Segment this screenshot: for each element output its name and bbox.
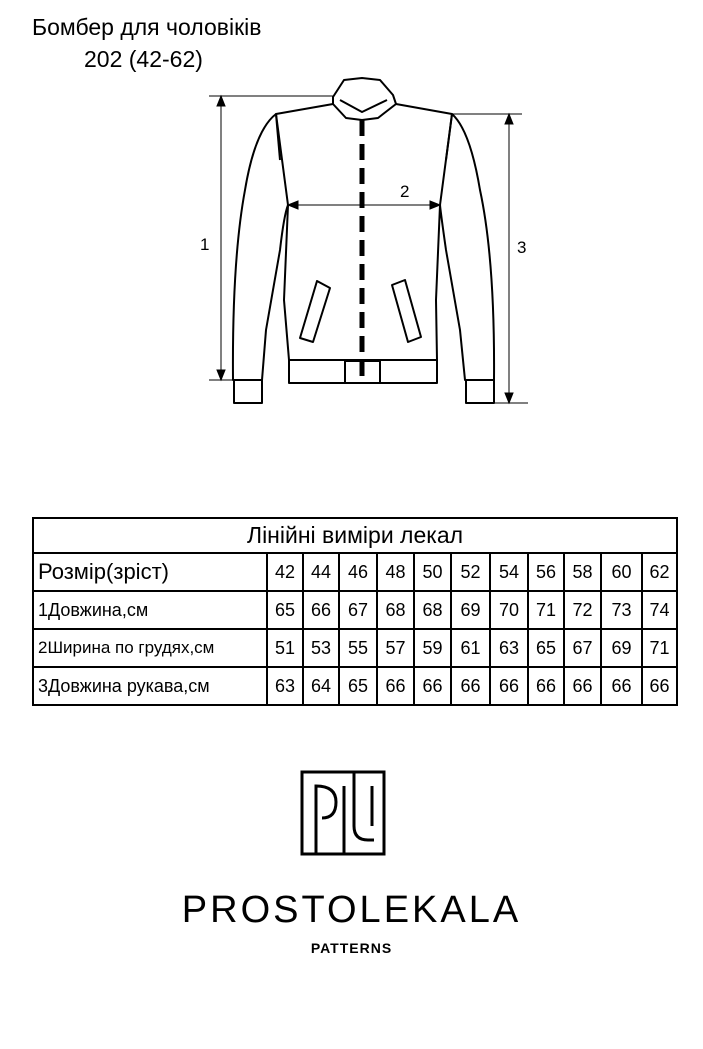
prostolekala-logo-mark-icon <box>296 766 390 860</box>
size-cell: 42 <box>267 553 303 591</box>
value-cell: 71 <box>528 591 564 629</box>
table-row-sleeve-length <box>33 667 677 705</box>
value-cell: 53 <box>303 629 339 667</box>
value-cell: 69 <box>451 591 490 629</box>
value-cell: 66 <box>564 667 601 705</box>
table-row-sizes <box>33 553 677 591</box>
size-cell: 56 <box>528 553 564 591</box>
page-title: Бомбер для чоловіків <box>32 14 262 40</box>
value-cell: 71 <box>642 629 677 667</box>
value-cell: 66 <box>601 667 642 705</box>
measure-label-3: 3 <box>517 238 527 257</box>
value-cell: 63 <box>490 629 528 667</box>
value-cell: 66 <box>642 667 677 705</box>
value-cell: 74 <box>642 591 677 629</box>
value-cell: 66 <box>377 667 414 705</box>
size-label: Розмір(зріст) <box>33 553 267 591</box>
size-cell: 50 <box>414 553 451 591</box>
measurements-table <box>32 517 678 706</box>
value-cell: 63 <box>267 667 303 705</box>
value-cell: 68 <box>377 591 414 629</box>
bomber-jacket-drawing-icon <box>0 0 703 430</box>
table-title: Лінійні виміри лекал <box>33 518 677 553</box>
value-cell: 68 <box>414 591 451 629</box>
value-cell: 61 <box>451 629 490 667</box>
row-label: 2Ширина по грудях,см <box>33 629 267 667</box>
size-cell: 48 <box>377 553 414 591</box>
value-cell: 64 <box>303 667 339 705</box>
value-cell: 57 <box>377 629 414 667</box>
value-cell: 65 <box>528 629 564 667</box>
brand-name: PROSTOLEKALA <box>181 889 522 931</box>
size-cell: 44 <box>303 553 339 591</box>
value-cell: 67 <box>339 591 377 629</box>
size-cell: 52 <box>451 553 490 591</box>
measure-label-1: 1 <box>200 235 210 254</box>
value-cell: 72 <box>564 591 601 629</box>
value-cell: 65 <box>267 591 303 629</box>
size-cell: 46 <box>339 553 377 591</box>
model-number: 202 (42-62) <box>84 46 203 72</box>
table-row-chest-width <box>33 629 677 667</box>
value-cell: 55 <box>339 629 377 667</box>
row-label: 3Довжина рукава,см <box>33 667 267 705</box>
value-cell: 66 <box>490 667 528 705</box>
value-cell: 67 <box>564 629 601 667</box>
value-cell: 66 <box>451 667 490 705</box>
value-cell: 66 <box>303 591 339 629</box>
size-cell: 54 <box>490 553 528 591</box>
measure-label-2: 2 <box>400 182 410 201</box>
value-cell: 59 <box>414 629 451 667</box>
value-cell: 65 <box>339 667 377 705</box>
value-cell: 51 <box>267 629 303 667</box>
size-cell: 62 <box>642 553 677 591</box>
size-cell: 60 <box>601 553 642 591</box>
brand-tagline: PATTERNS <box>310 940 393 956</box>
value-cell: 66 <box>414 667 451 705</box>
table-row-length <box>33 591 677 629</box>
value-cell: 69 <box>601 629 642 667</box>
size-cell: 58 <box>564 553 601 591</box>
value-cell: 70 <box>490 591 528 629</box>
value-cell: 66 <box>528 667 564 705</box>
value-cell: 73 <box>601 591 642 629</box>
row-label: 1Довжина,см <box>33 591 267 629</box>
